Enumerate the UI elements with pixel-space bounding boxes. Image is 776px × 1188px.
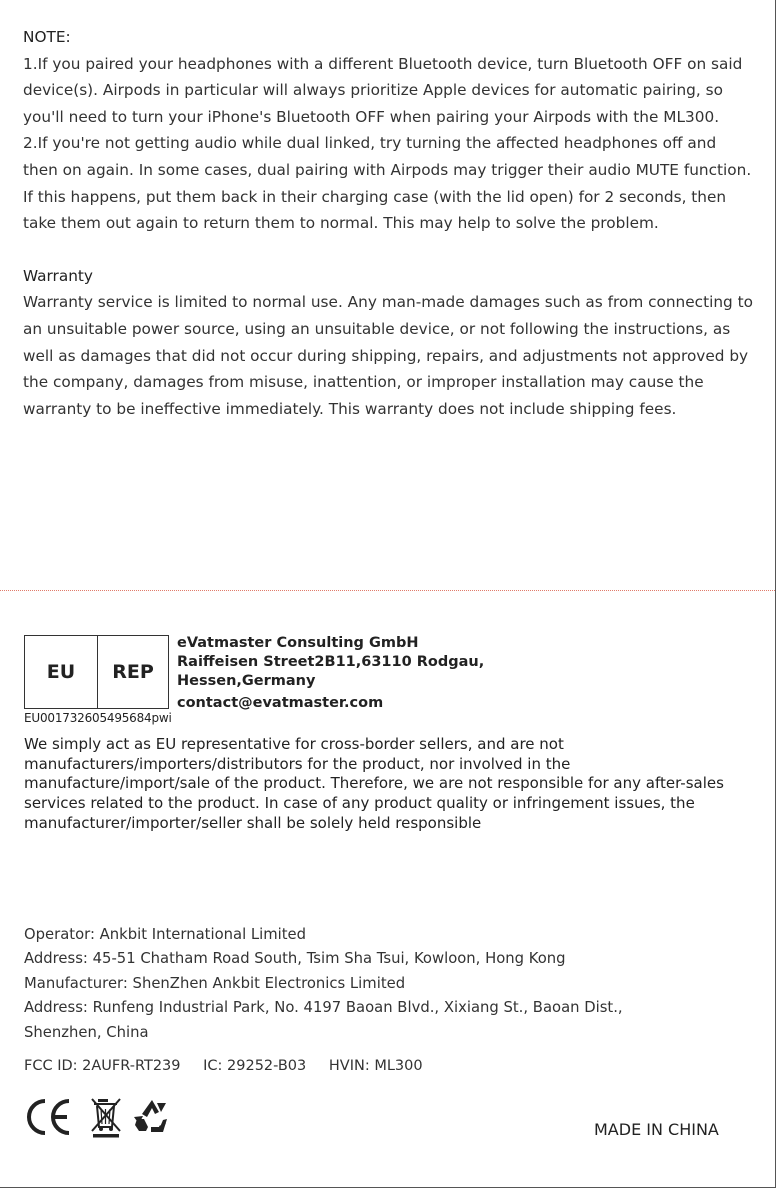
note-paragraph-2: 2.If you're not getting audio while dual linked, try turning the affected headphones off and then on again. In some cases, dual pairing with Airpods may trigger their audio MUTE function. If this happens, put them back in their charging case (with the lid open) for 2 seconds, then take them out again to return them to normal. This may help to solve the problem. bbox=[23, 134, 752, 233]
note-warranty-section bbox=[23, 24, 753, 422]
eu-rep-company: eVatmaster Consulting GmbH bbox=[177, 635, 419, 651]
certification-ids bbox=[24, 1058, 441, 1074]
fcc-id: FCC ID: 2AUFR-RT239 bbox=[24, 1058, 181, 1074]
eu-rep-street: Raiffeisen Street2B11,63110 Rodgau, bbox=[177, 654, 485, 670]
eu-rep-disclaimer: We simply act as EU representative for cross-border sellers, and are not manufacturers/importers/distributors for the product, nor involved in the manufacture/import/sale of the product. Therefore, we are not responsible for any after-sales services related to the product. In case of any product quality or infringement issues, the manufacturer/importer/seller shall be solely held responsible bbox=[24, 735, 724, 832]
warranty-title: Warranty bbox=[23, 266, 93, 285]
operator-name: Operator: Ankbit International Limited bbox=[24, 926, 307, 943]
compliance-icons bbox=[25, 1097, 171, 1141]
rep-label: REP bbox=[112, 661, 154, 683]
recycle-icon bbox=[133, 1097, 171, 1141]
ce-mark-icon bbox=[25, 1096, 75, 1142]
manufacturer-address-line-2: Shenzhen, China bbox=[24, 1023, 149, 1041]
eu-rep-region: Hessen,Germany bbox=[177, 673, 316, 689]
eu-rep-box bbox=[24, 635, 169, 709]
operator-block bbox=[24, 923, 623, 1045]
eu-rep-email: contact@evatmaster.com bbox=[177, 695, 384, 711]
eu-rep-address-block bbox=[177, 634, 484, 713]
manufacturer-name: Manufacturer: ShenZhen Ankbit Electronics Limited bbox=[24, 974, 406, 992]
eu-rep-code: EU001732605495684pwi bbox=[24, 711, 172, 725]
hvin-id: HVIN: ML300 bbox=[328, 1058, 423, 1074]
operator-address: Address: 45-51 Chatham Road South, Tsim Sha Tsui, Kowloon, Hong Kong bbox=[24, 950, 566, 968]
made-in-label: MADE IN CHINA bbox=[594, 1120, 719, 1139]
manufacturer-address-line-1: Address: Runfeng Industrial Park, No. 4197 Baoan Blvd., Xixiang St., Baoan Dist., bbox=[24, 999, 623, 1017]
ic-id: IC: 29252-B03 bbox=[203, 1058, 307, 1074]
note-title: NOTE: bbox=[23, 28, 71, 46]
cut-line-divider bbox=[0, 590, 775, 591]
eu-label: EU bbox=[25, 636, 98, 708]
weee-bin-icon bbox=[89, 1095, 123, 1143]
note-paragraph-1: 1.If you paired your headphones with a different Bluetooth device, turn Bluetooth OFF on said device(s). Airpods in particular will always prioritize Apple devices for automatic pairing, so you'll need to turn your iPhone's Bluetooth OFF when pairing your Airpods with the ML300. bbox=[23, 54, 743, 126]
warranty-text: Warranty service is limited to normal use. Any man-made damages such as from connecting to an unsuitable power source, using an unsuitable device, or not following the instructions, as well as damages that did not occur during shipping, repairs, and adjustments not approved by the company, damages from misuse, inattention, or improper installation may cause the warranty to be ineffective immediately. This warranty does not include shipping fees. bbox=[23, 293, 753, 418]
